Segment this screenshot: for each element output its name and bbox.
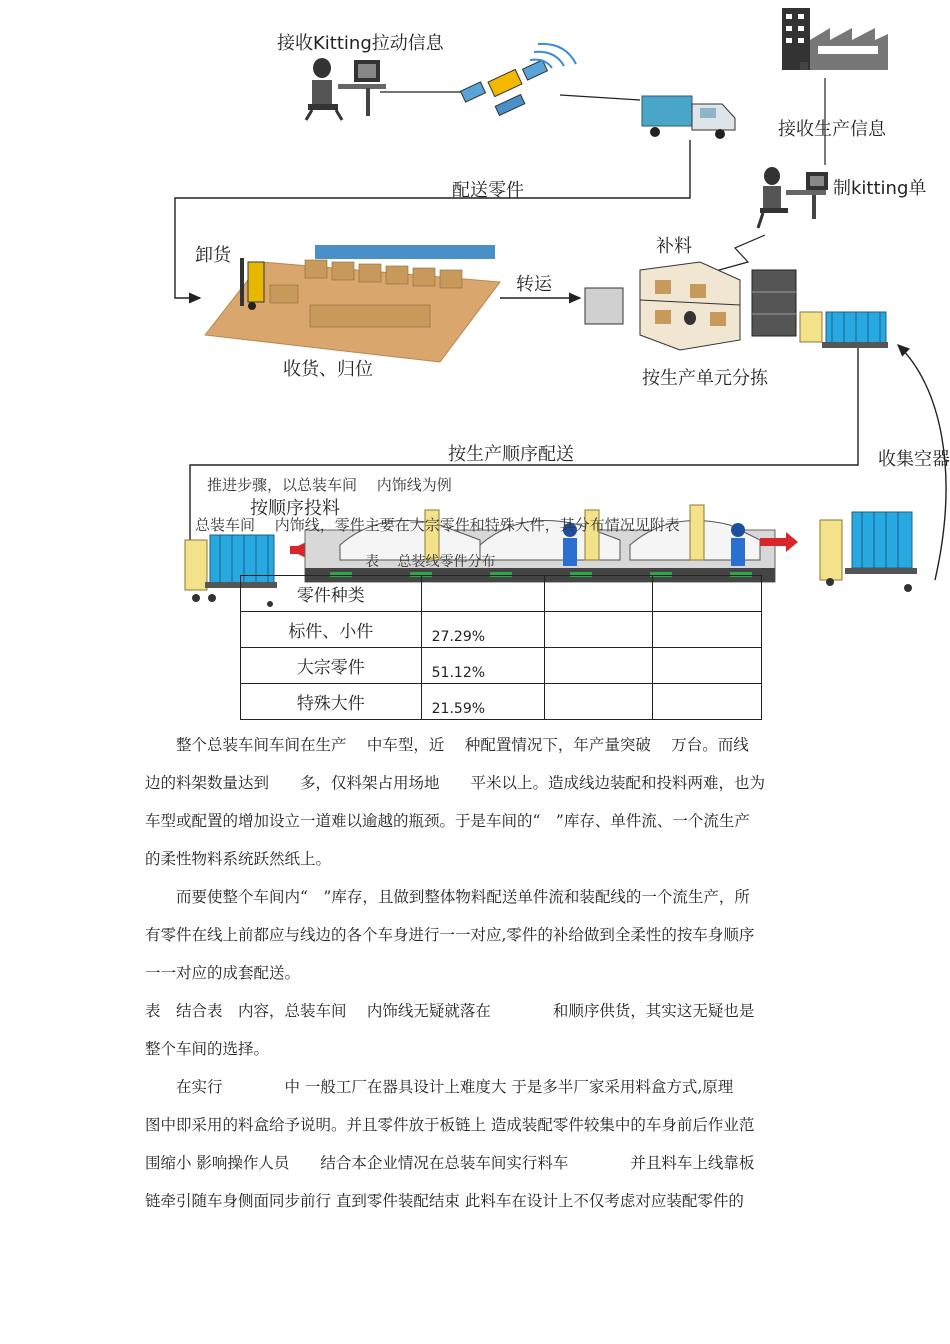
delivery-truck-icon (642, 96, 735, 139)
right-bin-cart-icon (820, 512, 917, 592)
label-collect-empty: 收集空器 (878, 449, 950, 470)
sorting-rack-icon (585, 262, 888, 350)
label-replenish: 补料 (656, 236, 692, 257)
label-feed-by-sequence: 按顺序投料 (250, 498, 340, 519)
row-name: 标件、小件 (241, 612, 422, 648)
text-line: 表 结合表 内容，总装车间 内饰线无疑就落在 和顺序供货，其实这无疑也是 (145, 1002, 755, 1020)
table-caption: 表 总装线零件分布 (365, 554, 496, 570)
logistics-flow-diagram (0, 0, 950, 610)
part-distribution-table (240, 575, 762, 720)
label-sort-by-unit: 按生产单元分拣 (642, 368, 768, 389)
text-line: 围缩小 影响操作人员 结合本企业情况在总装车间实行料车 并且料车上线靠板 (145, 1154, 755, 1172)
step-line: 推进步骤，以总装车间 内饰线为例 (207, 476, 452, 494)
factory-icon (782, 8, 888, 70)
text-line: 车型或配置的增加设立一道难以逾越的瓶颈。于是车间的“ ”库存、单件流、一个流生产 (145, 812, 750, 830)
text-line: 在实行 中 一般工厂在器具设计上难度大 于是多半厂家采用料盒方式,原理 (145, 1078, 734, 1096)
text-line: 链牵引随车身侧面同步前行 直到零件装配结束 此料车在设计上不仅考虑对应装配零件的 (145, 1192, 744, 1210)
text-line: 的柔性物料系统跃然纸上。 (145, 850, 332, 868)
text-line: 而要使整个车间内“ ”库存，且做到整体物料配送单件流和装配线的一个流生产，所 (145, 888, 750, 906)
label-transfer: 转运 (516, 274, 552, 295)
text-line: 整个车间的选择。 (145, 1040, 270, 1058)
warehouse-floor-icon (205, 245, 500, 362)
row-value: 27.29% (421, 612, 544, 648)
text-line: 一一对应的成套配送。 (145, 964, 301, 982)
operator-workstation-icon (306, 58, 386, 120)
label-deliver-by-sequence: 按生产顺序配送 (448, 444, 574, 465)
row-value: 21.59% (421, 684, 544, 720)
table-row (241, 648, 762, 684)
label-receive-kitting: 接收Kitting拉动信息 (277, 33, 444, 54)
table-row (241, 612, 762, 648)
label-receive-production: 接收生产信息 (778, 119, 886, 140)
satellite-icon (460, 44, 576, 116)
kitting-clerk-workstation-icon (758, 167, 828, 228)
body-text (145, 726, 810, 1220)
label-unload: 卸货 (195, 245, 231, 266)
table-header: 零件种类 (241, 576, 422, 612)
label-receive-store: 收货、归位 (283, 359, 373, 380)
text-line: 边的料架数量达到 多，仅料架占用场地 平米以上。造成线边装配和投料两难，也为 (145, 774, 766, 792)
table-header-row (241, 576, 762, 612)
label-deliver-parts: 配送零件 (452, 180, 524, 201)
row-name: 特殊大件 (241, 684, 422, 720)
text-line: 图中即采用的料盒给予说明。并且零件放于板链上 造成装配零件较集中的车身前后作业范 (145, 1116, 755, 1134)
table-row (241, 684, 762, 720)
text-line: 有零件在线上前都应与线边的各个车身进行一一对应,零件的补给做到全柔性的按车身顺序 (145, 926, 755, 944)
row-name: 大宗零件 (241, 648, 422, 684)
distribution-line: 总装车间 内饰线，零件主要在大宗零件和特殊大件，其分布情况见附表 (195, 516, 680, 534)
label-make-kitting: 制kitting单 (833, 178, 927, 199)
row-value: 51.12% (421, 648, 544, 684)
text-line: 整个总装车间车间在生产 中车型，近 种配置情况下，年产量突破 万台。而线 (145, 736, 749, 754)
